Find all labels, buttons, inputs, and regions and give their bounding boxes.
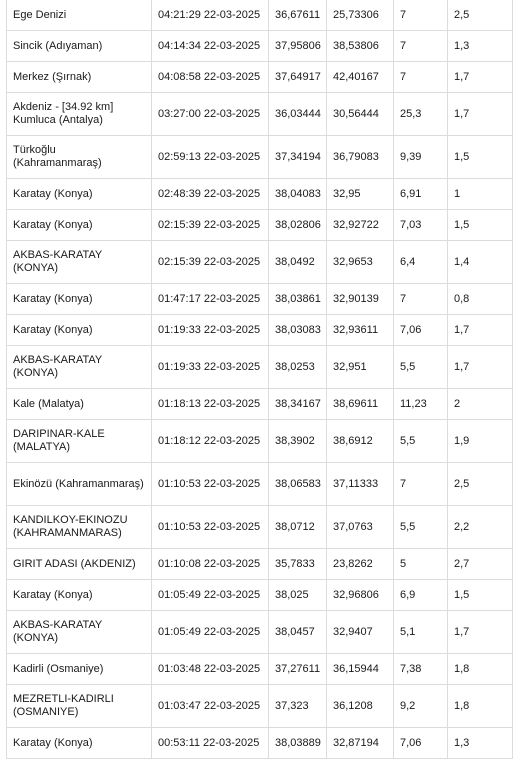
- magnitude-cell: 2,5: [448, 0, 513, 31]
- table-row: [7, 315, 513, 346]
- latitude-cell: 38,03083: [269, 315, 327, 346]
- latitude-cell: 37,323: [269, 685, 327, 728]
- longitude-cell: 32,96806: [327, 580, 394, 611]
- longitude-cell: 30,56444: [327, 93, 394, 136]
- datetime-cell: 01:47:17 22-03-2025: [152, 284, 269, 315]
- magnitude-cell: 0,8: [448, 284, 513, 315]
- table-row: [7, 136, 513, 179]
- latitude-cell: 36,03444: [269, 93, 327, 136]
- magnitude-cell: 1,8: [448, 654, 513, 685]
- longitude-cell: 32,951: [327, 346, 394, 389]
- datetime-cell: 01:18:12 22-03-2025: [152, 420, 269, 463]
- latitude-cell: 37,27611: [269, 654, 327, 685]
- longitude-cell: 32,92722: [327, 210, 394, 241]
- depth-cell: 5,5: [394, 506, 448, 549]
- longitude-cell: 37,0763: [327, 506, 394, 549]
- depth-cell: 7: [394, 463, 448, 506]
- longitude-cell: 38,6912: [327, 420, 394, 463]
- location-cell: GIRIT ADASI (AKDENIZ): [7, 549, 152, 580]
- longitude-cell: 36,1208: [327, 685, 394, 728]
- latitude-cell: 35,7833: [269, 549, 327, 580]
- magnitude-cell: 1,5: [448, 210, 513, 241]
- location-cell: Akdeniz - [34.92 km] Kumluca (Antalya): [7, 93, 152, 136]
- latitude-cell: 38,0492: [269, 241, 327, 284]
- table-row: [7, 284, 513, 315]
- magnitude-cell: 1: [448, 179, 513, 210]
- depth-cell: 7: [394, 0, 448, 31]
- location-cell: Karatay (Konya): [7, 580, 152, 611]
- latitude-cell: 38,04083: [269, 179, 327, 210]
- datetime-cell: 01:18:13 22-03-2025: [152, 389, 269, 420]
- table-row: [7, 241, 513, 284]
- latitude-cell: 38,0712: [269, 506, 327, 549]
- magnitude-cell: 2,7: [448, 549, 513, 580]
- location-cell: Karatay (Konya): [7, 210, 152, 241]
- location-cell: Sincik (Adıyaman): [7, 31, 152, 62]
- datetime-cell: 04:08:58 22-03-2025: [152, 62, 269, 93]
- magnitude-cell: 2,5: [448, 463, 513, 506]
- datetime-cell: 01:10:53 22-03-2025: [152, 463, 269, 506]
- location-cell: Ekinözü (Kahramanmaraş): [7, 463, 152, 506]
- location-cell: Karatay (Konya): [7, 284, 152, 315]
- depth-cell: 9,39: [394, 136, 448, 179]
- location-cell: AKBAS-KARATAY (KONYA): [7, 346, 152, 389]
- table-row: [7, 463, 513, 506]
- table-row: [7, 0, 513, 31]
- latitude-cell: 38,0253: [269, 346, 327, 389]
- magnitude-cell: 1,7: [448, 611, 513, 654]
- magnitude-cell: 1,9: [448, 420, 513, 463]
- longitude-cell: 32,93611: [327, 315, 394, 346]
- latitude-cell: 37,34194: [269, 136, 327, 179]
- location-cell: DARIPINAR-KALE (MALATYA): [7, 420, 152, 463]
- table-row: [7, 210, 513, 241]
- longitude-cell: 32,9407: [327, 611, 394, 654]
- table-row: [7, 346, 513, 389]
- latitude-cell: 37,95806: [269, 31, 327, 62]
- earthquake-table: [6, 0, 513, 759]
- magnitude-cell: 1,7: [448, 93, 513, 136]
- datetime-cell: 04:14:34 22-03-2025: [152, 31, 269, 62]
- latitude-cell: 38,06583: [269, 463, 327, 506]
- longitude-cell: 37,11333: [327, 463, 394, 506]
- table-row: [7, 654, 513, 685]
- depth-cell: 5,1: [394, 611, 448, 654]
- location-cell: Kadirli (Osmaniye): [7, 654, 152, 685]
- longitude-cell: 38,53806: [327, 31, 394, 62]
- longitude-cell: 25,73306: [327, 0, 394, 31]
- datetime-cell: 01:10:08 22-03-2025: [152, 549, 269, 580]
- datetime-cell: 03:27:00 22-03-2025: [152, 93, 269, 136]
- depth-cell: 7: [394, 62, 448, 93]
- depth-cell: 5: [394, 549, 448, 580]
- magnitude-cell: 1,3: [448, 728, 513, 759]
- longitude-cell: 38,69611: [327, 389, 394, 420]
- longitude-cell: 32,87194: [327, 728, 394, 759]
- latitude-cell: 36,67611: [269, 0, 327, 31]
- latitude-cell: 38,34167: [269, 389, 327, 420]
- earthquake-table-body: [7, 0, 513, 759]
- depth-cell: 25,3: [394, 93, 448, 136]
- datetime-cell: 02:15:39 22-03-2025: [152, 210, 269, 241]
- longitude-cell: 32,95: [327, 179, 394, 210]
- table-row: [7, 506, 513, 549]
- magnitude-cell: 1,7: [448, 315, 513, 346]
- depth-cell: 5,5: [394, 420, 448, 463]
- datetime-cell: 02:15:39 22-03-2025: [152, 241, 269, 284]
- depth-cell: 6,4: [394, 241, 448, 284]
- latitude-cell: 38,3902: [269, 420, 327, 463]
- location-cell: Merkez (Şırnak): [7, 62, 152, 93]
- datetime-cell: 01:03:47 22-03-2025: [152, 685, 269, 728]
- magnitude-cell: 1,7: [448, 62, 513, 93]
- depth-cell: 6,9: [394, 580, 448, 611]
- location-cell: Karatay (Konya): [7, 728, 152, 759]
- depth-cell: 7: [394, 284, 448, 315]
- datetime-cell: 01:03:48 22-03-2025: [152, 654, 269, 685]
- longitude-cell: 23,8262: [327, 549, 394, 580]
- location-cell: AKBAS-KARATAY (KONYA): [7, 611, 152, 654]
- magnitude-cell: 1,5: [448, 580, 513, 611]
- table-row: [7, 179, 513, 210]
- magnitude-cell: 2: [448, 389, 513, 420]
- table-row: [7, 611, 513, 654]
- table-row: [7, 93, 513, 136]
- longitude-cell: 32,9653: [327, 241, 394, 284]
- latitude-cell: 38,0457: [269, 611, 327, 654]
- magnitude-cell: 2,2: [448, 506, 513, 549]
- magnitude-cell: 1,3: [448, 31, 513, 62]
- depth-cell: 6,91: [394, 179, 448, 210]
- table-row: [7, 389, 513, 420]
- depth-cell: 7: [394, 31, 448, 62]
- depth-cell: 11,23: [394, 389, 448, 420]
- location-cell: KANDILKOY-EKINOZU (KAHRAMANMARAS): [7, 506, 152, 549]
- magnitude-cell: 1,5: [448, 136, 513, 179]
- depth-cell: 9,2: [394, 685, 448, 728]
- datetime-cell: 02:48:39 22-03-2025: [152, 179, 269, 210]
- magnitude-cell: 1,8: [448, 685, 513, 728]
- datetime-cell: 02:59:13 22-03-2025: [152, 136, 269, 179]
- latitude-cell: 37,64917: [269, 62, 327, 93]
- location-cell: Ege Denizi: [7, 0, 152, 31]
- datetime-cell: 01:19:33 22-03-2025: [152, 315, 269, 346]
- depth-cell: 5,5: [394, 346, 448, 389]
- location-cell: MEZRETLI-KADIRLI (OSMANIYE): [7, 685, 152, 728]
- depth-cell: 7,06: [394, 728, 448, 759]
- location-cell: Karatay (Konya): [7, 179, 152, 210]
- location-cell: Türkoğlu (Kahramanmaraş): [7, 136, 152, 179]
- datetime-cell: 01:05:49 22-03-2025: [152, 580, 269, 611]
- table-row: [7, 420, 513, 463]
- depth-cell: 7,03: [394, 210, 448, 241]
- table-row: [7, 580, 513, 611]
- table-row: [7, 685, 513, 728]
- location-cell: Karatay (Konya): [7, 315, 152, 346]
- datetime-cell: 00:53:11 22-03-2025: [152, 728, 269, 759]
- datetime-cell: 01:19:33 22-03-2025: [152, 346, 269, 389]
- location-cell: Kale (Malatya): [7, 389, 152, 420]
- latitude-cell: 38,02806: [269, 210, 327, 241]
- table-row: [7, 62, 513, 93]
- datetime-cell: 04:21:29 22-03-2025: [152, 0, 269, 31]
- datetime-cell: 01:05:49 22-03-2025: [152, 611, 269, 654]
- latitude-cell: 38,03861: [269, 284, 327, 315]
- table-row: [7, 31, 513, 62]
- depth-cell: 7,38: [394, 654, 448, 685]
- longitude-cell: 36,15944: [327, 654, 394, 685]
- magnitude-cell: 1,4: [448, 241, 513, 284]
- magnitude-cell: 1,7: [448, 346, 513, 389]
- longitude-cell: 42,40167: [327, 62, 394, 93]
- latitude-cell: 38,03889: [269, 728, 327, 759]
- depth-cell: 7,06: [394, 315, 448, 346]
- datetime-cell: 01:10:53 22-03-2025: [152, 506, 269, 549]
- longitude-cell: 36,79083: [327, 136, 394, 179]
- latitude-cell: 38,025: [269, 580, 327, 611]
- table-row: [7, 549, 513, 580]
- location-cell: AKBAS-KARATAY (KONYA): [7, 241, 152, 284]
- longitude-cell: 32,90139: [327, 284, 394, 315]
